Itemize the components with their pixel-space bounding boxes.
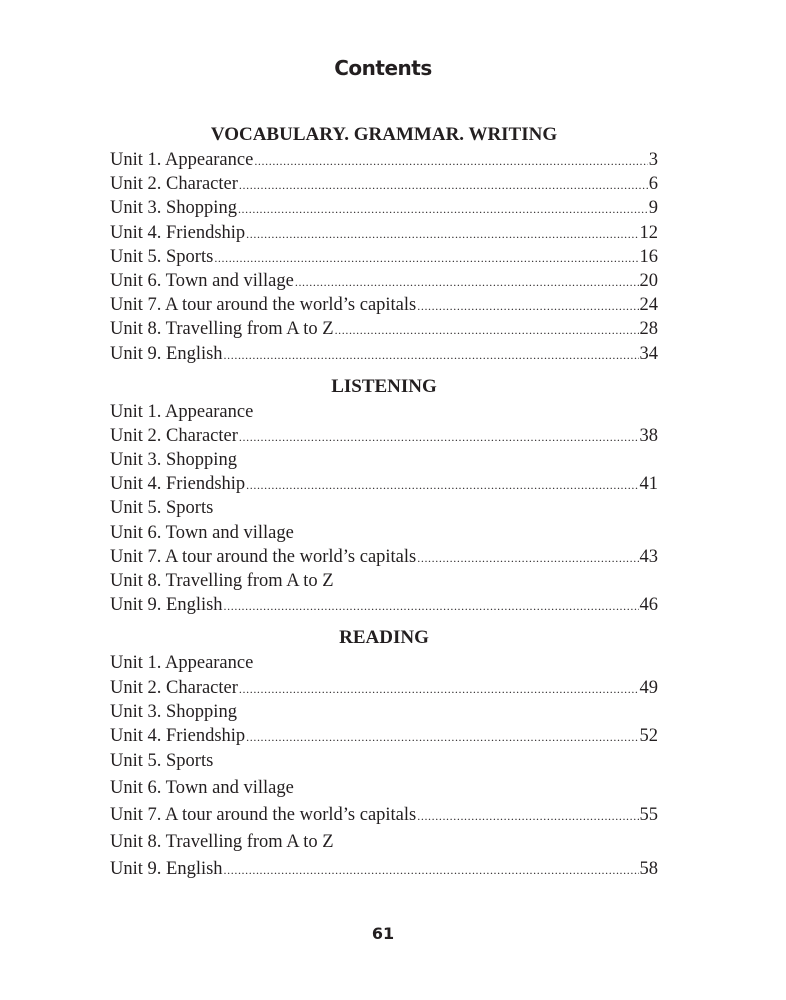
toc-entry-label: Unit 1. Appearance (110, 401, 254, 422)
toc-section-vocabulary-grammar-writing (110, 122, 658, 366)
toc-entry[interactable] (110, 293, 658, 317)
dot-leader (246, 222, 638, 246)
toc-entry[interactable] (110, 521, 658, 545)
toc-entry-label: Unit 8. Travelling from A to Z (110, 571, 334, 591)
toc-entry-page: 34 (639, 343, 658, 364)
table-of-contents (110, 122, 658, 883)
toc-entry[interactable] (110, 545, 658, 569)
toc-entry[interactable] (110, 700, 658, 724)
toc-entry-page: 9 (648, 198, 658, 219)
toc-entry[interactable] (110, 775, 658, 802)
toc-entry[interactable] (110, 496, 658, 520)
dot-leader (335, 318, 639, 342)
toc-entry[interactable] (110, 472, 658, 496)
toc-entry[interactable] (110, 569, 658, 593)
toc-entry-label: Unit 5. Sports (110, 246, 214, 267)
toc-entry[interactable] (110, 221, 658, 245)
toc-entry-label: Unit 4. Friendship (110, 222, 246, 243)
dot-leader (224, 857, 639, 884)
toc-entry-label: Unit 6. Town and village (110, 778, 294, 799)
toc-entry-label: Unit 4. Friendship (110, 474, 246, 495)
dot-leader (417, 803, 638, 830)
toc-entry[interactable] (110, 651, 658, 675)
toc-entry-page: 52 (639, 725, 658, 746)
page-title: Contents (334, 56, 432, 80)
toc-entry-page: 16 (639, 246, 658, 267)
toc-entry[interactable] (110, 245, 658, 269)
toc-entry-page: 3 (648, 150, 658, 170)
toc-entry-label: Unit 9. English (110, 859, 223, 880)
section-heading: VOCABULARY. GRAMMAR. WRITING (210, 124, 558, 145)
toc-entry-label: Unit 7. A tour around the world’s capitals (110, 546, 417, 567)
toc-entry-label: Unit 2. Character (110, 425, 238, 446)
toc-entry[interactable] (110, 342, 658, 366)
dot-leader (224, 343, 639, 367)
toc-entry-page: 41 (639, 474, 658, 495)
toc-entry[interactable] (110, 748, 658, 775)
toc-entry-page: 55 (639, 805, 658, 826)
toc-entry[interactable] (110, 317, 658, 341)
toc-entry-label: Unit 7. A tour around the world’s capitals (110, 295, 417, 316)
dot-leader (246, 473, 638, 497)
toc-entry-page: 28 (639, 319, 658, 340)
dot-leader (239, 677, 639, 701)
toc-entry-label: Unit 8. Travelling from A to Z (110, 319, 334, 340)
toc-entry[interactable] (110, 593, 658, 617)
dot-leader (417, 294, 638, 318)
toc-entry[interactable] (110, 676, 658, 700)
toc-entry[interactable] (110, 724, 658, 748)
toc-entry-page: 46 (639, 595, 658, 616)
section-heading: LISTENING (331, 375, 437, 397)
toc-entry-label: Unit 8. Travelling from A to Z (110, 832, 334, 853)
toc-entry[interactable] (110, 829, 658, 856)
dot-leader (246, 725, 638, 749)
toc-entry-label: Unit 2. Character (110, 174, 238, 195)
toc-entry-page: 12 (639, 222, 658, 243)
toc-entry-label: Unit 7. A tour around the world’s capitals (110, 805, 417, 826)
toc-entry[interactable] (110, 172, 658, 196)
dot-leader (238, 197, 648, 221)
toc-entry-label: Unit 5. Sports (110, 498, 214, 519)
toc-entry-label: Unit 6. Town and village (110, 522, 294, 543)
toc-section-reading (110, 625, 658, 883)
page-number: 61 (371, 924, 395, 943)
toc-entry-page: 58 (639, 859, 658, 880)
toc-entry-label: Unit 3. Shopping (110, 450, 237, 471)
toc-entry-label: Unit 9. English (110, 343, 223, 364)
toc-entry[interactable] (110, 196, 658, 220)
toc-entry-label: Unit 6. Town and village (110, 270, 294, 291)
toc-entry-label: Unit 3. Shopping (110, 198, 237, 219)
toc-entry-page: 49 (639, 677, 658, 698)
toc-entry-label: Unit 4. Friendship (110, 725, 246, 746)
dot-leader (295, 270, 639, 294)
toc-entry-page: 24 (639, 295, 658, 316)
toc-section-listening (110, 374, 658, 618)
dot-leader (239, 173, 648, 197)
toc-entry-page: 6 (648, 174, 658, 195)
dot-leader (254, 149, 647, 173)
toc-entry-label: Unit 1. Appearance (110, 653, 254, 674)
toc-entry-page: 38 (639, 425, 658, 446)
dot-leader (417, 546, 638, 570)
toc-entry[interactable] (110, 148, 658, 172)
toc-entry-label: Unit 9. English (110, 595, 223, 616)
toc-entry-label: Unit 5. Sports (110, 751, 214, 772)
toc-entry-label: Unit 2. Character (110, 677, 238, 698)
toc-entry[interactable] (110, 802, 658, 829)
toc-entry[interactable] (110, 448, 658, 472)
toc-entry[interactable] (110, 856, 658, 883)
toc-entry-page: 43 (639, 546, 658, 567)
dot-leader (224, 594, 639, 618)
toc-entry[interactable] (110, 400, 658, 424)
dot-leader (239, 425, 639, 449)
toc-entry-label: Unit 1. Appearance (110, 150, 254, 170)
toc-entry[interactable] (110, 269, 658, 293)
dot-leader (214, 246, 638, 270)
section-heading: READING (339, 627, 429, 649)
toc-entry[interactable] (110, 424, 658, 448)
toc-entry-label: Unit 3. Shopping (110, 701, 237, 722)
toc-entry-page: 20 (639, 270, 658, 291)
